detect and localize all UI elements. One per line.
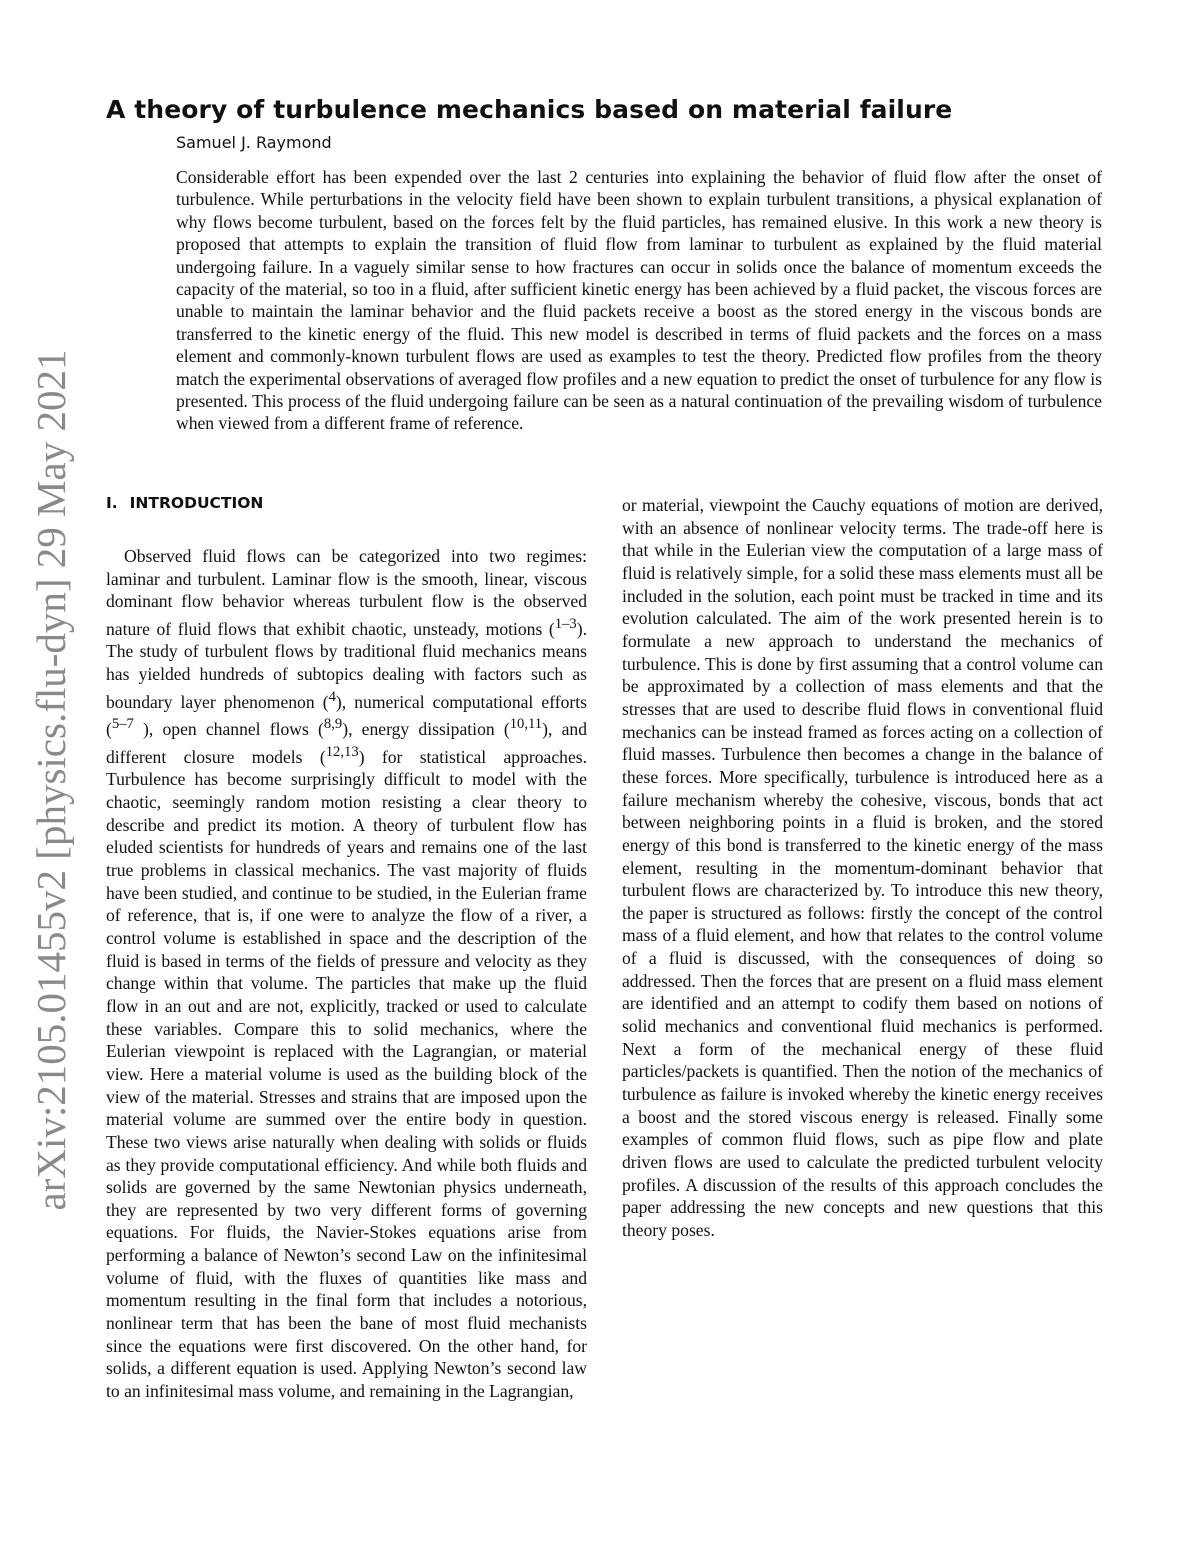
citation: 5–7 [111, 716, 134, 733]
section-title: INTRODUCTION [129, 494, 264, 512]
body-text: ), and different closure models ( [106, 719, 587, 767]
citation: 4 [328, 688, 336, 705]
paper-title: A theory of turbulence mechanics based on material failure [106, 95, 953, 124]
section-heading [106, 494, 263, 512]
author-name: Samuel J. Raymond [176, 133, 332, 152]
citation: 8,9 [323, 716, 343, 733]
arxiv-id: arXiv:2105.01455v2 [physics.flu-dyn] 29 May 2021 [28, 349, 74, 1211]
body-text: Observed fluid flows can be categorized into two regimes: laminar and turbulent. Laminar flow is the smooth, linear, viscous dominant flow behavior whereas turbulent flow is the observed nature of fluid flows that exhibit chaotic, unsteady, motions ( [106, 546, 587, 639]
citation: 10,11 [509, 716, 543, 733]
body-text: ), numerical computational efforts ( [106, 691, 588, 740]
left-column-text [106, 545, 587, 1403]
section-number: I. [106, 494, 118, 512]
right-column-text: or material, viewpoint the Cauchy equations of motion are derived, with an absence of nonlinear velocity terms. The trade-off here is that while in the Eulerian view the computation of a large mass of fluid is relatively simple, for a solid these mass elements must all be included in the solution, each point must be tracked in time and its evolution calculated. The aim of the work presented herein is to formulate a new approach to understand the mechanics of turbulence. This is done by first assuming that a control volume can be approximated by a collection of mass elements and that the stresses that are used to describe fluid flows in conventional fluid mechanics can be instead framed as forces acting on a collection of fluid masses. Turbulence then becomes a change in the balance of these forces. More specifically, turbulence is introduced here as a failure mechanism whereby the cohesive, viscous, bonds that act between neighboring points in a fluid is broken, and the stored energy of this bond is transferred to the kinetic energy of the mass element, resulting in the momentum-dominant behavior that turbulent flows are characterized by. To introduce this new theory, the paper is structured as follows: firstly the concept of the control mass of a fluid element, and how that relates to the control volume of a fluid is discussed, with the consequences of doing so addressed. Then the forces that are present on a fluid mass element are identified and an attempt to codify them based on notions of solid mechanics and conventional fluid mechanics is performed. Next a form of the mechanical energy of these fluid particles/packets is quantified. Then the notion of the mechanics of turbulence as failure is invoked whereby the kinetic energy receives a boost and the stored viscous energy is released. Finally some examples of common fluid flows, such as pipe flow and plate driven flows are used to calculate the predicted turbulent velocity profiles. A discussion of the results of this approach concludes the paper addressing the new concepts and new questions that this theory poses. [622, 495, 1103, 1240]
citation: 1–3 [554, 615, 577, 632]
arxiv-sidebar-stamp [22, 349, 80, 1211]
body-text: ) for statistical approaches. Turbulence has become surprisingly difficult to model with the chaotic, seemingly random motion resisting a clear theory to describe and predict its motion. A theory of turbulent flow has eluded scientists for hundreds of years and remains one of the last true problems in classical mechanics. The vast majority of fluids have been studied, and continue to be studied, in the Eulerian frame of reference, that is, if one were to analyze the flow of a river, a control volume is established in space and the description of the fluid is based in terms of the fields of pressure and velocity as they change within that volume. The particles that make up the fluid flow in an out and are not, explicitly, tracked or used to calculate these variables. Compare this to solid mechanics, where the Eulerian viewpoint is replaced with the Lagrangian, or material view. Here a material volume is used as the building block of the view of the material. Stresses and strains that are imposed upon the material volume are summed over the entire body in question. These two views arise naturally when dealing with solids or fluids as they provide computational efficiency. And while both fluids and solids are governed by the same Newtonian physics underneath, they are represented by two very different forms of governing equations. For fluids, the Navier-Stokes equations arise from performing a balance of Newton’s second Law on the infinitesimal volume of fluid, with the fluxes of quantities like mass and momentum resulting in the final form that includes a notorious, nonlinear term that has been the bane of most fluid mechanists since the equations were first discovered. On the other hand, for solids, a different equation is used. Applying Newton’s second law to an infinitesimal mass volume, and remaining in the Lagrangian, [106, 746, 587, 1402]
body-text: ), open channel flows ( [133, 719, 324, 740]
body-text: ). The study of turbulent flows by traditional fluid mechanics means has yielded hundreds of subtopics dealing with factors such as boundary layer phenomenon ( [106, 618, 587, 712]
body-text: ), energy dissipation ( [342, 719, 510, 740]
abstract: Considerable effort has been expended over the last 2 centuries into explaining the behavior of fluid flow after the onset of turbulence. While perturbations in the velocity field have been shown to explain turbulent transitions, a physical explanation of why flows become turbulent, based on the forces felt by the fluid particles, has remained elusive. In this work a new theory is proposed that attempts to explain the transition of fluid flow from laminar to turbulent as explained by the fluid material undergoing failure. In a vaguely similar sense to how fractures can occur in solids once the balance of momentum exceeds the capacity of the material, so too in a fluid, after sufficient kinetic energy has been achieved by a fluid packet, the viscous forces are unable to maintain the laminar behavior and the fluid packets receive a boost as the stored energy in the viscous bonds are transferred to the kinetic energy of the fluid. This new model is described in terms of fluid packets and the forces on a mass element and commonly-known turbulent flows are used as examples to test the theory. Predicted flow profiles from the theory match the experimental observations of averaged flow profiles and a new equation to predict the onset of turbulence for any flow is presented. This process of the fluid undergoing failure can be seen as a natural continuation of the prevailing wisdom of turbulence when viewed from a different frame of reference. [176, 167, 1102, 434]
citation: 12,13 [325, 743, 359, 760]
